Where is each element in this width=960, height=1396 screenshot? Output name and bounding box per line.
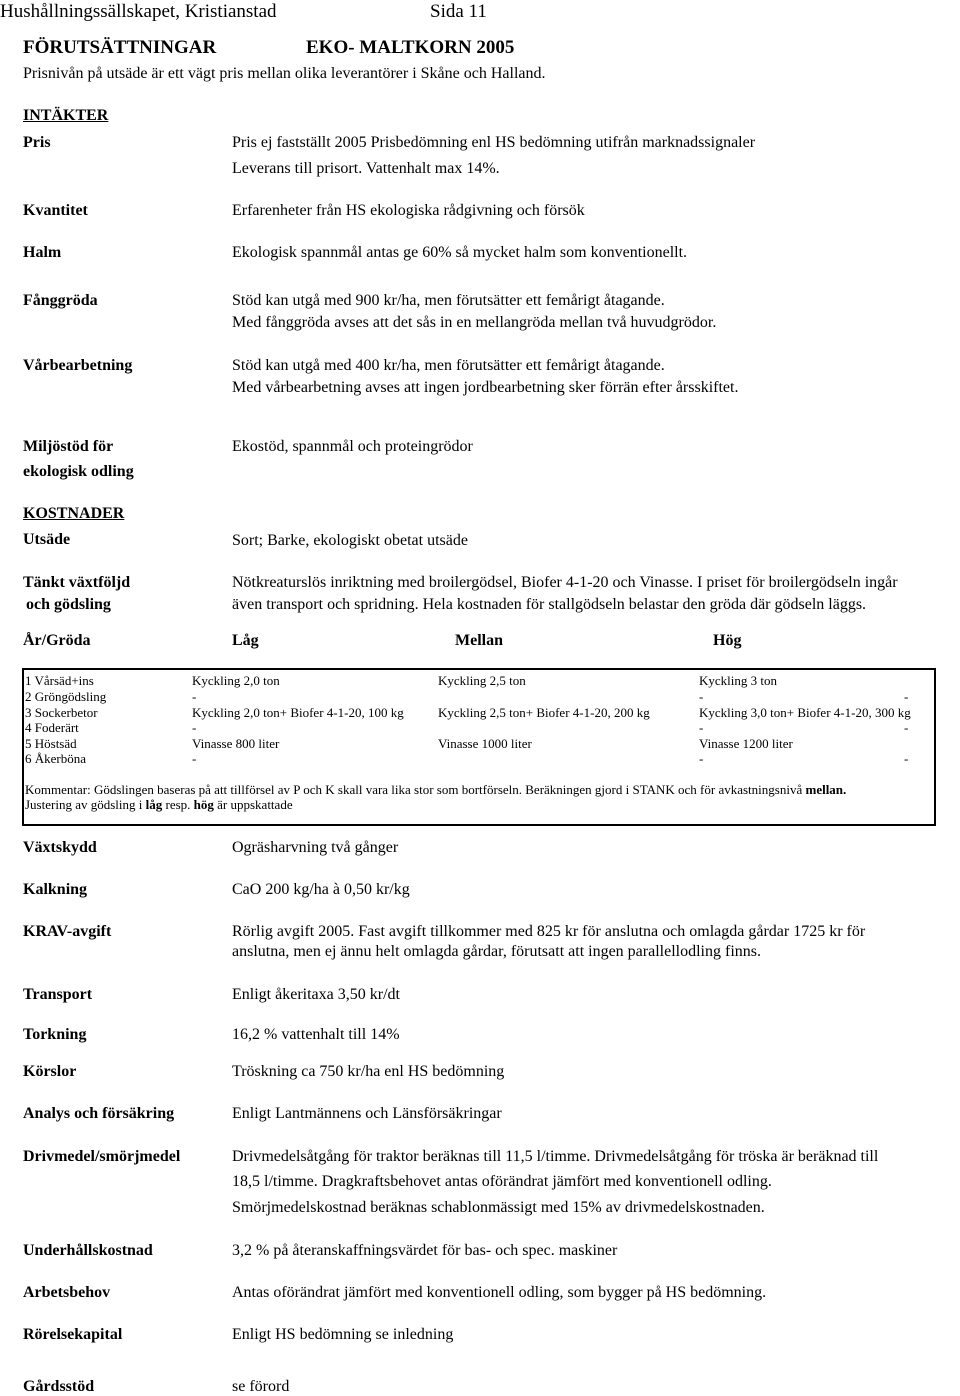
label-miljostod-line2: ekologisk odling <box>23 463 134 480</box>
fertilizer-table <box>22 668 936 826</box>
table-cell-high: - <box>699 689 704 704</box>
table-cell-low: - <box>192 720 197 735</box>
label-krav: KRAV-avgift <box>23 923 112 940</box>
text-pris-line2: Leverans till prisort. Vattenhalt max 14%. <box>232 160 500 177</box>
table-cell-crop: 4 Foderärt <box>25 720 79 735</box>
table-cell-crop: 2 Gröngödsling <box>25 689 107 704</box>
label-miljostod-line1: Miljöstöd för <box>23 438 114 455</box>
page-number: Sida 11 <box>430 1 487 22</box>
table-comment-line1 <box>25 783 846 797</box>
text-fanggroda-line2: Med fånggröda avses att det sås in en mellangröda mellan två huvudgrödor. <box>232 314 717 331</box>
text-vaxtfoljd-line2: även transport och spridning. Hela kostnaden för stallgödseln belastar den gröda där gödseln läggs. <box>232 596 867 613</box>
table-cell-high: Vinasse 1200 liter <box>699 736 793 751</box>
table-cell-mid: Vinasse 1000 liter <box>438 736 532 751</box>
label-halm: Halm <box>23 244 62 261</box>
comment-text: resp. <box>162 797 194 812</box>
table-header-low: Låg <box>232 632 259 649</box>
table-header-crop: År/Gröda <box>23 632 91 649</box>
table-cell-high: - <box>699 720 704 735</box>
label-analys: Analys och försäkring <box>23 1105 175 1122</box>
text-gardsstod: se förord <box>232 1378 290 1395</box>
table-cell-high: Kyckling 3 ton <box>699 673 777 688</box>
label-transport: Transport <box>23 986 93 1003</box>
table-cell-low: Kyckling 2,0 ton <box>192 673 280 688</box>
page-title: FÖRUTSÄTTNINGAR <box>23 37 217 58</box>
text-underhall: 3,2 % på återanskaffningsvärdet för bas- och spec. maskiner <box>232 1242 618 1259</box>
text-torkning: 16,2 % vattenhalt till 14% <box>232 1026 400 1043</box>
table-cell-crop: 1 Vårsäd+ins <box>25 673 94 688</box>
table-cell-high: - <box>699 751 704 766</box>
table-cell-mid: Kyckling 2,5 ton+ Biofer 4-1-20, 200 kg <box>438 705 650 720</box>
text-arbetsbehov: Antas oförändrat jämfört med konventionell odling, som bygger på HS bedömning. <box>232 1284 767 1301</box>
table-comment-line2 <box>25 798 293 812</box>
table-cell-low: Kyckling 2,0 ton+ Biofer 4-1-20, 100 kg <box>192 705 404 720</box>
comment-text: Justering av gödsling i <box>25 797 146 812</box>
text-analys: Enligt Lantmännens och Länsförsäkringar <box>232 1105 502 1122</box>
text-kvantitet: Erfarenheter från HS ekologiska rådgivning och försök <box>232 202 585 219</box>
label-torkning: Torkning <box>23 1026 87 1043</box>
text-varbearbetning-line1: Stöd kan utgå med 400 kr/ha, men förutsätter ett femårigt åtagande. <box>232 357 665 374</box>
text-krav-line2: anslutna, men ej ännu helt omlagda gårdar, förutsatt att ingen parallellodling finns. <box>232 943 761 960</box>
text-korslor: Tröskning ca 750 kr/ha enl HS bedömning <box>232 1063 505 1080</box>
text-fanggroda-line1: Stöd kan utgå med 900 kr/ha, men förutsätter ett femårigt åtagande. <box>232 292 665 309</box>
text-transport: Enligt åkeritaxa 3,50 kr/dt <box>232 986 400 1003</box>
section-heading-intakter: INTÄKTER <box>23 107 109 124</box>
text-halm: Ekologisk spannmål antas ge 60% så mycket halm som konventionellt. <box>232 244 688 261</box>
table-header-mid: Mellan <box>455 632 503 649</box>
table-header-high: Hög <box>713 632 742 649</box>
table-cell-extra: - <box>904 751 909 766</box>
label-drivmedel: Drivmedel/smörjmedel <box>23 1148 181 1165</box>
label-vaxtfoljd-line1: Tänkt växtföljd <box>23 574 131 591</box>
label-vaxtfoljd-line2: och gödsling <box>26 596 111 613</box>
text-kalkning: CaO 200 kg/ha à 0,50 kr/kg <box>232 881 410 898</box>
label-pris: Pris <box>23 134 51 151</box>
table-cell-high: Kyckling 3,0 ton+ Biofer 4-1-20, 300 kg <box>699 705 911 720</box>
intro-text: Prisnivån på utsäde är ett vägt pris mellan olika leverantörer i Skåne och Halland. <box>23 65 546 82</box>
label-korslor: Körslor <box>23 1063 77 1080</box>
table-cell-low: - <box>192 689 197 704</box>
comment-emphasis-lag: låg <box>145 797 163 812</box>
label-arbetsbehov: Arbetsbehov <box>23 1284 111 1301</box>
label-varbearbetning: Vårbearbetning <box>23 357 133 374</box>
table-cell-mid: Kyckling 2,5 ton <box>438 673 526 688</box>
text-drivmedel-line2: 18,5 l/timme. Dragkraftsbehovet antas oförändrat jämfört med konventionell odling. <box>232 1173 772 1190</box>
page-subtitle: EKO- MALTKORN 2005 <box>306 37 515 58</box>
section-heading-kostnader: KOSTNADER <box>23 505 125 522</box>
text-drivmedel-line1: Drivmedelsåtgång för traktor beräknas till 11,5 l/timme. Drivmedelsåtgång för tröska är beräknad till <box>232 1148 879 1165</box>
label-gardsstod: Gårdsstöd <box>23 1378 95 1395</box>
text-krav-line1: Rörlig avgift 2005. Fast avgift tillkommer med 825 kr för anslutna och omlagda gårdar 1725 kr för <box>232 923 866 940</box>
label-fanggroda: Fånggröda <box>23 292 98 309</box>
table-cell-crop: 3 Sockerbetor <box>25 705 98 720</box>
table-cell-extra: - <box>904 720 909 735</box>
text-varbearbetning-line2: Med vårbearbetning avses att ingen jordbearbetning sker förrän efter årsskiftet. <box>232 379 739 396</box>
table-cell-low: - <box>192 751 197 766</box>
text-vaxtskydd: Ogräsharvning två gånger <box>232 839 399 856</box>
comment-emphasis-mellan: mellan. <box>805 782 847 797</box>
comment-text: är uppskattade <box>213 797 293 812</box>
text-rorelsekapital: Enligt HS bedömning se inledning <box>232 1326 454 1343</box>
table-cell-crop: 5 Höstsäd <box>25 736 77 751</box>
label-kalkning: Kalkning <box>23 881 88 898</box>
table-cell-low: Vinasse 800 liter <box>192 736 280 751</box>
text-pris-line1: Pris ej fastställt 2005 Prisbedömning enl HS bedömning utifrån marknadssignaler <box>232 134 756 151</box>
label-underhall: Underhållskostnad <box>23 1242 153 1259</box>
text-miljostod: Ekostöd, spannmål och proteingrödor <box>232 438 473 455</box>
label-vaxtskydd: Växtskydd <box>23 839 97 856</box>
table-cell-extra: - <box>904 689 909 704</box>
label-kvantitet: Kvantitet <box>23 202 88 219</box>
text-vaxtfoljd-line1: Nötkreaturslös inriktning med broilergödsel, Biofer 4-1-20 och Vinasse. I priset för broilergödseln ingår <box>232 574 898 591</box>
text-drivmedel-line3: Smörjmedelskostnad beräknas schablonmässigt med 15% av drivmedelskostnaden. <box>232 1199 765 1216</box>
label-rorelsekapital: Rörelsekapital <box>23 1326 123 1343</box>
label-utsade: Utsäde <box>23 531 71 548</box>
text-utsade: Sort; Barke, ekologiskt obetat utsäde <box>232 532 468 549</box>
comment-emphasis-hog: hög <box>193 797 214 812</box>
organization-name: Hushållningssällskapet, Kristianstad <box>0 1 277 22</box>
comment-text: Kommentar: Gödslingen baseras på att tillförsel av P och K skall vara lika stor som bortförseln. Beräkningen gjord i STANK och för avkastningsnivå <box>25 782 806 797</box>
table-cell-crop: 6 Åkerböna <box>25 751 87 766</box>
